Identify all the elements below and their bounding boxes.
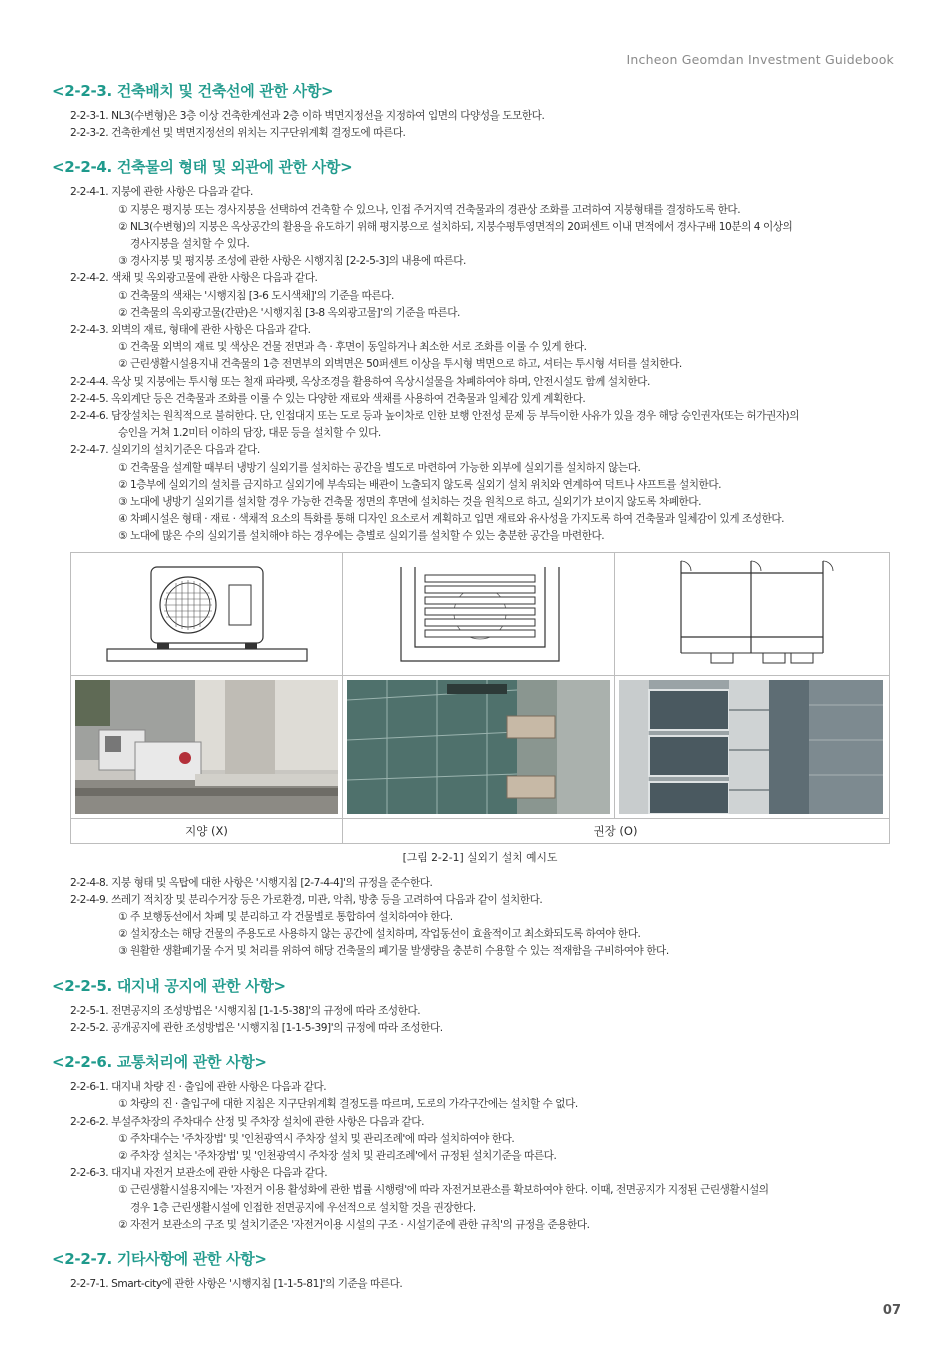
sub-item-line: ① 건축물의 색채는 '시행지침 [3-6 도시색채]'의 기준을 따른다. xyxy=(118,289,394,302)
clause-line: 2-2-6-3. 대지내 자전거 보관소에 관한 사항은 다음과 같다. xyxy=(70,1167,328,1180)
clause-line: 2-2-4-8. 지붕 형태 및 옥탑에 대한 사항은 '시행지침 [2-7-4-4]'의 규정을 준수한다. xyxy=(70,876,433,889)
clause-line: 2-2-4-9. 쓰레기 적치장 및 분리수거장 등은 가로환경, 미관, 악취, 방충 등을 고려하여 다음과 같이 설치한다. xyxy=(70,893,543,906)
sub-item-line: ① 주차대수는 '주차장법' 및 '인천광역시 주차장 설치 및 관리조례'에 따라 설치하여야 한다. xyxy=(118,1132,515,1145)
sub-item-line: ⑤ 노대에 많은 수의 실외기를 설치해야 하는 경우에는 층별로 실외기를 설치할 수 있는 충분한 공간을 마련한다. xyxy=(118,530,605,543)
clause-line: 2-2-4-5. 옥외계단 등은 건축물과 조화를 이룰 수 있는 다양한 재료와 색채를 사용하여 건축물과 일체감 있게 계획한다. xyxy=(70,392,586,405)
clause-line: 2-2-4-1. 지붕에 관한 사항은 다음과 같다. xyxy=(70,186,253,199)
clause-line: 2-2-4-4. 옥상 및 지붕에는 투시형 또는 철재 파라펫, 옥상조경을 활용하여 옥상시설물을 차폐하여야 하며, 안전시설도 함께 설치한다. xyxy=(70,375,650,388)
sub-item-line: ③ 경사지붕 및 평지붕 조성에 관한 사항은 시행지침 [2-2-5-3]의 내용에 따른다. xyxy=(118,255,466,268)
figure-photos xyxy=(70,675,890,818)
sub-item-line: ① 근린생활시설용지에는 '자전거 이용 활성화에 관한 법률 시행령'에 따라 자전거보관소를 확보하여야 한다. 이때, 전면공지가 지정된 근린생활시설의 xyxy=(118,1184,769,1197)
label-recommended: 권장 (O) xyxy=(593,823,638,838)
section-lines xyxy=(52,1079,897,1234)
sub-item-line: ① 건축물을 설계할 때부터 냉방기 실외기를 설치하는 공간을 별도로 마련하여 가능한 외부에 실외기를 설치하지 않는다. xyxy=(118,461,641,474)
section-2-2-4 xyxy=(52,156,897,960)
figure-labels xyxy=(70,818,890,844)
section-title: <2-2-4. 건축물의 형태 및 외관에 관한 사항> xyxy=(52,158,353,177)
running-header: Incheon Geomdan Investment Guidebook xyxy=(626,52,894,67)
section-lines xyxy=(52,1276,897,1293)
sub-item-line: ① 주 보행동선에서 차폐 및 분리하고 각 건물별로 통합하여 설치하여야 한다. xyxy=(118,911,453,924)
section-title: <2-2-5. 대지내 공지에 관한 사항> xyxy=(52,976,286,995)
clause-line: 2-2-5-1. 전면공지의 조성방법은 '시행지침 [1-1-5-38]'의 규정에 따라 조성한다. xyxy=(70,1004,421,1017)
sub-item-line: ② 설치장소는 해당 건물의 주용도로 사용하지 않는 공간에 설치하며, 작업동선이 효율적이고 최소화되도록 하여야 한다. xyxy=(118,928,641,941)
document-body xyxy=(52,80,897,1307)
photo-screened-balconies xyxy=(343,676,615,818)
section-lines xyxy=(52,108,897,142)
section-lines xyxy=(52,184,897,545)
section-2-2-6 xyxy=(52,1051,897,1234)
section-2-2-7 xyxy=(52,1248,897,1293)
clause-line: 2-2-4-2. 색채 및 옥외광고물에 관한 사항은 다음과 같다. xyxy=(70,272,318,285)
sub-item-line: ③ 원활한 생활폐기물 수거 및 처리를 위하여 해당 건축물의 폐기물 발생량을 충분히 수용할 수 있는 적재함을 구비하여야 한다. xyxy=(118,945,669,958)
sub-item-line: 승인을 거쳐 1.2미터 이하의 담장, 대문 등을 설치할 수 있다. xyxy=(118,427,381,440)
sub-item-line: ④ 차폐시설은 형태 · 재료 · 색채적 요소의 특화를 통해 디자인 요소로서 계획하고 입면 재료와 유사성을 가지도록 하여 건축물과 일체감이 있게 조성한다. xyxy=(118,513,785,526)
clause-line: 2-2-4-3. 외벽의 재료, 형태에 관한 사항은 다음과 같다. xyxy=(70,324,311,337)
clause-line: 2-2-5-2. 공개공지에 관한 조성방법은 '시행지침 [1-1-5-39]'의 규정에 따라 조성한다. xyxy=(70,1021,443,1034)
drawing-exposed-unit xyxy=(71,553,343,675)
figure-drawings xyxy=(70,552,890,675)
section-title: <2-2-3. 건축배치 및 건축선에 관한 사항> xyxy=(52,82,334,100)
sub-item-line: ② NL3(수변형)의 지붕은 옥상공간의 활용을 유도하기 위해 평지붕으로 설치하되, 지붕수평투영면적의 20퍼센트 이내 면적에서 경사구배 10분의 4 이상의 xyxy=(118,220,793,233)
clause-line: 2-2-6-2. 부설주차장의 주차대수 산정 및 주차장 설치에 관한 사항은 다음과 같다. xyxy=(70,1115,425,1128)
sub-item-line: ① 건축물 외벽의 재료 및 색상은 건물 전면과 측 · 후면이 동일하거나 최소한 서로 조화를 이룰 수 있게 한다. xyxy=(118,341,587,354)
figure-caption: [그림 2-2-1] 실외기 설치 예시도 xyxy=(402,850,558,864)
sub-item-line: ② 1층부에 실외기의 설치를 금지하고 실외기에 부속되는 배관이 노출되지 않도록 실외기 설치 위치와 연계하여 덕트나 샤프트를 설치한다. xyxy=(118,478,722,491)
sub-item-line: 경우 1층 근린생활시설에 인접한 전면공지에 우선적으로 설치할 것을 권장한다. xyxy=(130,1201,476,1214)
sub-item-line: ② 자전거 보관소의 구조 및 설치기준은 '자전거이용 시설의 구조 · 시설기준에 관한 규칙'의 규정을 준용한다. xyxy=(118,1218,590,1231)
sub-item-line: ② 근린생활시설용지내 건축물의 1층 전면부의 외벽면은 50퍼센트 이상을 투시형 벽면으로 하고, 셔터는 투시형 셔터를 설치한다. xyxy=(118,358,682,371)
clause-line: 2-2-4-7. 실외기의 설치기준은 다음과 같다. xyxy=(70,444,260,457)
section-lines-after-figure xyxy=(52,875,897,961)
drawing-screened-unit xyxy=(343,553,615,675)
clause-line: 2-2-7-1. Smart-city에 관한 사항은 '시행지침 [1-1-5-81]'의 기준을 따른다. xyxy=(70,1277,403,1290)
photo-facade-integrated xyxy=(615,676,887,818)
sub-item-line: ② 주차장 설치는 '주차장법' 및 '인천광역시 주차장 설치 및 관리조례'에서 규정된 설치기준을 따른다. xyxy=(118,1149,557,1162)
sub-item-line: ② 건축물의 옥외광고물(간판)은 '시행지침 [3-8 옥외광고물]'의 기준을 따른다. xyxy=(118,306,460,319)
sub-item-line: ① 차량의 진 · 출입구에 대한 지침은 지구단위계획 결정도를 따르며, 도로의 가각구간에는 설치할 수 없다. xyxy=(118,1098,578,1111)
section-title: <2-2-6. 교통처리에 관한 사항> xyxy=(52,1053,267,1072)
sub-item-line: ① 지붕은 평지붕 또는 경사지붕을 선택하여 건축할 수 있으나, 인접 주거지역 건축물과의 경관상 조화를 고려하여 지붕형태를 결정하도록 한다. xyxy=(118,203,741,216)
section-title: <2-2-7. 기타사항에 관한 사항> xyxy=(52,1249,267,1268)
figure-outdoor-unit xyxy=(70,552,890,865)
label-not-recommended: 지양 (X) xyxy=(71,819,343,843)
drawing-balcony-plan xyxy=(615,553,887,675)
clause-line: 2-2-4-6. 담장설치는 원칙적으로 불허한다. 단, 인접대지 또는 도로 등과 높이차로 인한 보행 안전성 문제 등 부득이한 사유가 있을 경우 해당 승인권자(또는 허가권자)의 xyxy=(70,410,800,423)
clause-line: 2-2-6-1. 대지내 차량 진 · 출입에 관한 사항은 다음과 같다. xyxy=(70,1081,327,1094)
clause-line: 2-2-3-2. 건축한계선 및 벽면지정선의 위치는 지구단위계획 결정도에 따른다. xyxy=(70,127,406,140)
section-2-2-3 xyxy=(52,80,897,142)
section-2-2-5 xyxy=(52,975,897,1037)
clause-line: 2-2-3-1. NL3(수변형)은 3층 이상 건축한계선과 2층 이하 벽면지정선을 지정하여 입면의 다양성을 도모한다. xyxy=(70,110,545,122)
page-number: 07 xyxy=(882,1303,901,1318)
section-lines xyxy=(52,1003,897,1037)
sub-item-line: 경사지붕을 설치할 수 있다. xyxy=(130,238,250,251)
photo-exposed-units xyxy=(71,676,343,818)
sub-item-line: ③ 노대에 냉방기 실외기를 설치할 경우 가능한 건축물 정면의 후면에 설치하는 것을 원칙으로 하고, 실외기가 보이지 않도록 차폐한다. xyxy=(118,496,702,509)
